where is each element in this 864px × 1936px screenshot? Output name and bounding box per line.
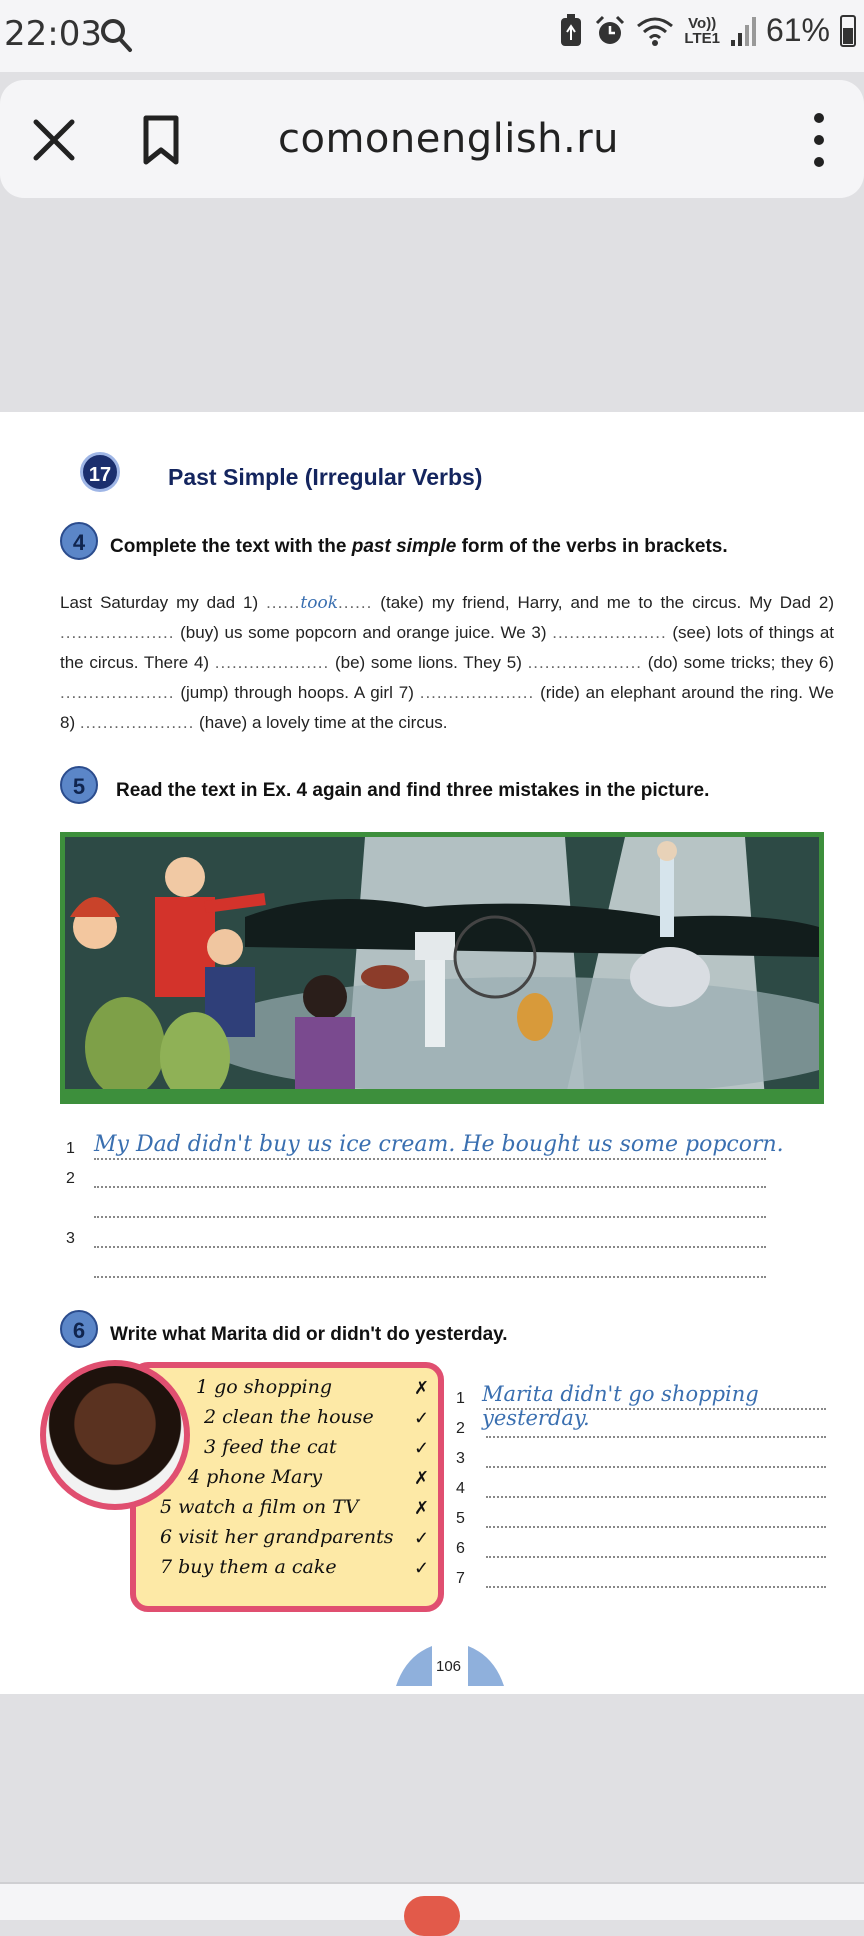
ex6-answer-1[interactable]: Marita didn't go shopping yesterday.	[482, 1382, 759, 1430]
ex6-answer-2-line[interactable]	[486, 1436, 826, 1438]
exercise-5-title: Read the text in Ex. 4 again and find three mistakes in the picture.	[116, 780, 710, 801]
ex5-answer-2-number: 2	[66, 1170, 75, 1187]
close-icon[interactable]	[26, 112, 82, 168]
status-icons	[558, 12, 856, 49]
cross-mark-icon: ✗	[414, 1378, 430, 1398]
ex5-answer-3-number: 3	[66, 1230, 75, 1247]
unit-title: Past Simple (Irregular Verbs)	[168, 464, 483, 490]
ex6-answer-1-line	[486, 1408, 826, 1410]
list-item: 5 watch a film on TV	[160, 1496, 359, 1518]
battery-percent: 61%	[765, 12, 830, 48]
exercise-4-text: Last Saturday my dad 1) ......took...... (take) my friend, Harry, and me to the circus. My Dad 2) .................... (buy) us some popcorn and orange juice. We 3) .................... (see) lots of things at the circus. There 4) .................... (be) some lions. They 5) .................... (do) some tricks; they 6) .................... (jump) through hoops. A girl 7) .................... (ride) an elephant around the ring. We 8) .................... (have) a lovely time at the circus.	[60, 593, 834, 732]
cross-mark-icon: ✗	[414, 1468, 430, 1488]
exercise-6-badge: 6	[60, 1310, 98, 1348]
exercise-4-title: Complete the text with the past simple form of the verbs in brackets.	[110, 536, 728, 557]
ex5-answer-1-line	[94, 1158, 766, 1160]
battery-icon	[840, 15, 856, 47]
ex5-answer-1-number: 1	[66, 1140, 75, 1157]
textbook-page	[0, 412, 864, 1694]
wifi-icon	[636, 16, 674, 46]
battery-saver-icon	[558, 14, 584, 48]
answer-took: took	[300, 593, 339, 613]
ex6-answer-5-line[interactable]	[486, 1526, 826, 1528]
check-mark-icon: ✓	[414, 1438, 430, 1458]
check-mark-icon: ✓	[414, 1528, 430, 1548]
url-text[interactable]: comonenglish.ru	[278, 116, 620, 162]
ex6-answer-3-line[interactable]	[486, 1466, 826, 1468]
check-mark-icon: ✓	[414, 1558, 430, 1578]
ex6-answer-7-line[interactable]	[486, 1586, 826, 1588]
check-mark-icon: ✓	[414, 1408, 430, 1428]
ex6-answer-number: 6	[456, 1540, 465, 1557]
unit-badge: 17	[80, 452, 120, 492]
ex5-answer-3-line[interactable]	[94, 1246, 766, 1248]
circus-illustration	[60, 832, 824, 1104]
ex5-answer-3-line-b[interactable]	[94, 1276, 766, 1278]
list-item: 6 visit her grandparents	[160, 1526, 394, 1548]
page-number: 106	[436, 1658, 462, 1675]
exercise-6-title: Write what Marita did or didn't do yesterday.	[110, 1324, 508, 1345]
bookmark-icon[interactable]	[136, 112, 186, 168]
network-label: Vo)) LTE1	[684, 14, 720, 47]
circus-picture	[65, 837, 819, 1099]
clock: 22:03	[4, 14, 102, 54]
search-icon	[98, 14, 134, 54]
alarm-icon	[594, 15, 626, 47]
ex6-answer-4-line[interactable]	[486, 1496, 826, 1498]
list-item: 4 phone Mary	[188, 1466, 323, 1488]
list-item: 2 clean the house	[204, 1406, 374, 1428]
ex5-answer-2-line[interactable]	[94, 1186, 766, 1188]
list-item: 7 buy them a cake	[160, 1556, 337, 1578]
cross-mark-icon: ✗	[414, 1498, 430, 1518]
floating-action-handle[interactable]	[404, 1896, 460, 1936]
signal-icon	[730, 16, 756, 46]
browser-toolbar	[0, 80, 864, 198]
ex5-answer-2-line-b[interactable]	[94, 1216, 766, 1218]
ex5-answer-1[interactable]: My Dad didn't buy us ice cream. He bought us some popcorn.	[94, 1132, 784, 1157]
list-item: 1 go shopping	[196, 1376, 333, 1398]
ex6-answer-number: 7	[456, 1570, 465, 1587]
more-menu-icon[interactable]	[804, 110, 834, 170]
list-item: 3 feed the cat	[204, 1436, 337, 1458]
ex6-answer-number: 3	[456, 1450, 465, 1467]
ex6-answer-6-line[interactable]	[486, 1556, 826, 1558]
exercise-4-badge: 4	[60, 522, 98, 560]
ex6-answer-number: 4	[456, 1480, 465, 1497]
ex6-answer-number: 5	[456, 1510, 465, 1527]
ex6-answer-number: 2	[456, 1420, 465, 1437]
exercise-5-badge: 5	[60, 766, 98, 804]
marita-portrait	[40, 1360, 190, 1510]
status-bar	[0, 0, 864, 72]
ex6-answer-number: 1	[456, 1390, 465, 1407]
